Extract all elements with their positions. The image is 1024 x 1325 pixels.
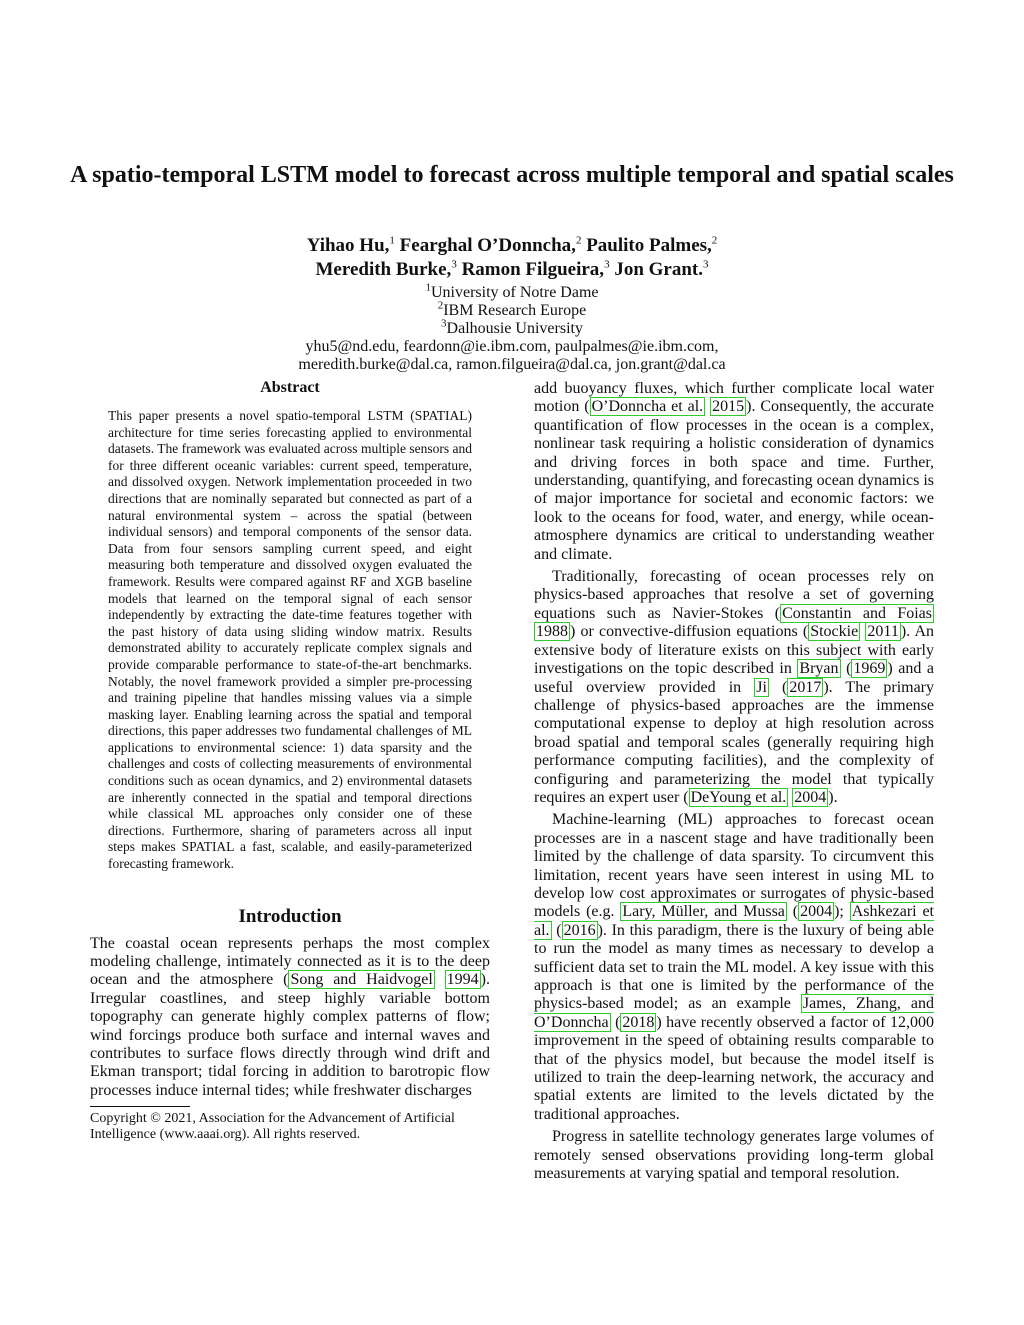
footnote-rule — [90, 1106, 190, 1107]
citation-link[interactable]: Constantin and Foias — [782, 604, 933, 622]
author-name: Jon Grant. — [614, 259, 703, 280]
author-affil-sup: 3 — [604, 258, 610, 271]
author-name: Paulito Palmes, — [586, 235, 712, 256]
affil-sup: 2 — [437, 299, 444, 312]
author-name: Meredith Burke, — [315, 259, 452, 280]
author-affil-sup: 3 — [451, 258, 457, 271]
paper-title: A spatio-temporal LSTM model to forecast across multiple temporal and spatial scales — [70, 162, 954, 188]
citation-link[interactable]: 2017 — [789, 678, 822, 696]
citation-link[interactable]: Bryan — [799, 660, 839, 678]
introduction-heading: Introduction — [238, 905, 342, 927]
author-affil-sup: 1 — [389, 234, 395, 247]
paragraph-satellite: Progress in satellite technology generates large volumes of remotely sensed observations providing long-term global measurements at varying spatial and temporal resolution. — [534, 1128, 934, 1183]
affil-sup: 1 — [425, 281, 431, 294]
citation-link[interactable]: Stockie — [810, 623, 859, 641]
email-line: yhu5@nd.edu, feardonn@ie.ibm.com, paulpalmes@ie.ibm.com, — [305, 338, 719, 355]
affiliation — [60, 317, 964, 338]
citation-link[interactable]: 2004 — [800, 903, 833, 921]
citation-link[interactable]: 1969 — [853, 660, 886, 678]
citation-link[interactable]: 2018 — [622, 1013, 655, 1031]
email-line: meredith.burke@dal.ca, ramon.filgueira@dal.ca, jon.grant@dal.ca — [298, 356, 726, 373]
paragraph-machine-learning: Machine-learning (ML) approaches to forecast ocean processes are in a nascent stage and have traditionally been limited by the challenge of data sparsity. To circumvent this limitation, recent years have seen interest in using ML to develop low cost approximates or surrogates of physic-based models (e.g. Lary, Müller, and Mussa ( 2004 ); Ashkezari et al. ( 2016 ). In this paradigm, there is the luxury of being able to run the model as many times as necessary to develop a sufficient data set to train the ML model. A key issue with this approach is that one is limited by the performance of the physics-based model; as an example James, Zhang, and O’Donncha ( 2018 ) have recently observed a factor of 12,000 improvement in the speed of obtaining results comparable to that of the physics model, but because the model itself is utilized to train the deep-learning network, the accuracy and spatial extents are limited to the levels dictated by the traditional approaches. — [534, 811, 935, 1123]
author-name: Ramon Filgueira, — [461, 259, 605, 280]
citation-link[interactable]: Ji — [756, 678, 767, 696]
citation-link[interactable]: 2016 — [563, 921, 596, 939]
author-line-2 — [60, 258, 964, 282]
author-affil-sup: 2 — [575, 234, 582, 247]
citation-link[interactable]: Ashkezari et al. — [534, 903, 934, 939]
paragraph-traditional-forecasting: Traditionally, forecasting of ocean processes rely on physics-based approaches that resolve a set of governing equations such as Navier-Stokes ( Constantin and Foias 1988 ) or convective-diffusion equations ( Stockie 2011 ). An extensive body of literature exists on this subject with early investigations on the topic described in Bryan ( 1969 ) and a useful overview provided in Ji ( 2017 ). The primary challenge of physics-based approaches are the immense computational expense to deploy at high resolution across broad spatial and temporal scales (generally requiring high performance computing facilities), and the complexity of configuring and parameterizing the model that typically requires an expert user ( DeYoung et al. 2004 ). — [534, 568, 935, 806]
author-affil-sup: 2 — [711, 234, 718, 247]
affil-name: University of Notre Dame — [430, 284, 599, 301]
copyright-notice: Copyright © 2021, Association for the Advancement of Artificial Intelligence (www.aaai.org). All rights reserved. — [90, 1111, 455, 1143]
paragraph-continued: add buoyancy fluxes, which further complicate local water motion ( O’Donncha et al. 2015 ). Consequently, the accurate quantification of flow processes in the ocean is a complex, nonlinear task requiring a holistic consideration of dynamics and driving forces in both space and time. Further, understanding, quantifying, and forecasting ocean dynamics is of major importance for societal and economic factors: we look to the oceans for food, water, and energy, while ocean-atmosphere dynamics are critical to understanding weather and climate. — [534, 380, 935, 563]
affil-name: Dalhousie University — [446, 320, 583, 337]
author-affil-sup: 3 — [703, 258, 709, 271]
affiliation — [60, 281, 964, 302]
author-line-1 — [60, 234, 964, 258]
citation-link[interactable]: 1994 — [446, 971, 479, 989]
author-name: Fearghal O’Donncha, — [399, 235, 576, 256]
citation-link[interactable]: 2011 — [867, 623, 899, 641]
intro-paragraph-1: The coastal ocean represents perhaps the most complex modeling challenge, intimately connected as it is to the deep ocean and the atmosphere ( Song and Haidvogel 1994 ). Irregular coastlines, and steep highly variable bottom topography can generate highly complex patterns of flow; wind forcings produce both surface and internal waves and contributes to surface flows directly through wind drift and Ekman transport; tidal forcing in addition to barotropic flow processes induce internal tides; while freshwater discharges — [90, 934, 490, 1099]
affil-name: IBM Research Europe — [443, 302, 587, 319]
citation-link[interactable]: Song and Haidvogel — [290, 971, 433, 989]
citation-link[interactable]: James, Zhang, and O’Donncha — [534, 995, 934, 1031]
affiliations — [60, 281, 964, 374]
left-column — [90, 378, 490, 1143]
citation-link[interactable]: 2015 — [712, 398, 745, 416]
affil-sup: 3 — [441, 317, 447, 330]
author-name: Yihao Hu, — [306, 235, 390, 256]
right-column — [534, 380, 934, 1183]
citation-link[interactable]: 2004 — [794, 788, 827, 806]
affiliation — [60, 299, 964, 320]
citation-link[interactable]: DeYoung et al. — [690, 788, 787, 806]
citation-link[interactable]: Lary, Müller, and Mussa — [622, 903, 785, 921]
abstract-text: This paper presents a novel spatio-temporal LSTM (SPATIAL) architecture for time series forecasting applied to environmental datasets. The framework was evaluated across multiple sensors and for three different oceanic variables: current speed, temperature, and dissolved oxygen. Network implementation proceeded in two directions that are nominally separated but connected as part of a natural environmental system – across the spatial (between individual sensors) and temporal components of the sensor data. Data from four sensors sampling current speed, and eight measuring both temperature and dissolved oxygen evaluated the framework. Results were compared against RF and XGB baseline models that learned on the temporal signal of each sensor independently by extracting the date-time features together with the past history of data using sliding window matrix. Results demonstrated ability to accurately replicate complex signals and provide comparable performance to state-of-the-art benchmarks. Notably, the novel framework provided a simpler pre-processing and training pipeline that handles missing values via a simple masking layer. Enabling learning across the spatial and temporal directions, this paper addresses two fundamental challenges of ML applications to environmental science: 1) data sparsity and the challenges and costs of collecting measurements of environmental conditions such as ocean dynamics, and 2) environmental datasets are inherently connected in the spatial and temporal directions while classical ML approaches only consider one of these directions. Furthermore, sharing of parameters across all input steps makes SPATIAL a fast, scalable, and easily-parameterized forecasting framework. — [108, 408, 472, 872]
abstract-heading: Abstract — [260, 379, 320, 396]
citation-link[interactable]: 1988 — [536, 623, 568, 641]
citation-link[interactable]: O’Donncha et al. — [591, 398, 704, 416]
author-list — [60, 234, 964, 282]
